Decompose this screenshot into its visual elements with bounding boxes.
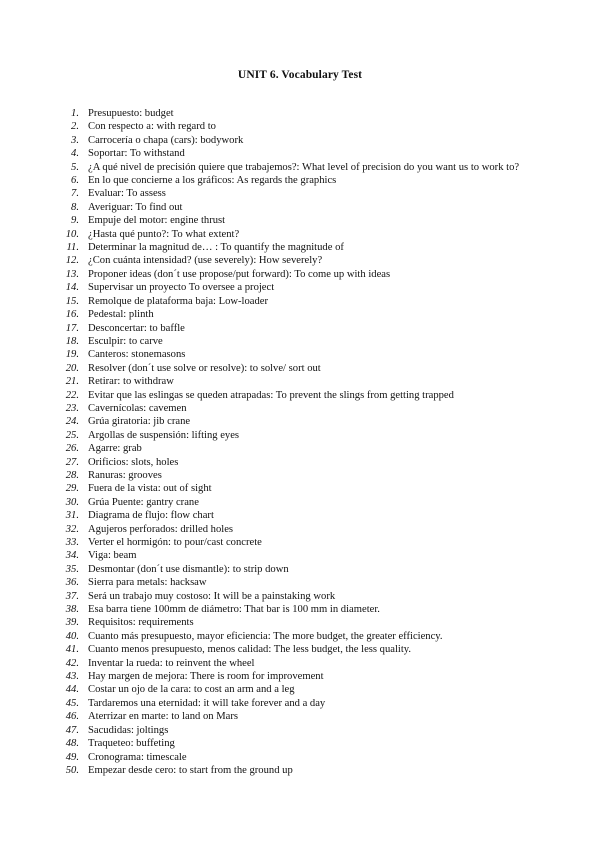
list-item: [60, 322, 530, 335]
item-number: 41.: [65, 644, 79, 656]
item-number: 31.: [65, 510, 79, 522]
item-number: 11.: [66, 242, 79, 254]
item-text: Argollas de suspensión: lifting eyes: [88, 429, 240, 441]
list-item: [60, 549, 530, 562]
item-number: 2.: [71, 121, 79, 133]
item-number: 14.: [65, 282, 79, 294]
item-text: Desmontar (don´t use dismantle): to strip down: [88, 563, 289, 575]
item-number: 46.: [65, 711, 79, 723]
list-item: [60, 563, 530, 576]
list-item: [60, 469, 530, 482]
item-text: Remolque de plataforma baja: Low-loader: [88, 295, 269, 307]
item-number: 9.: [71, 215, 79, 227]
list-item: [60, 254, 530, 267]
list-item: [60, 456, 530, 469]
item-number: 36.: [65, 577, 79, 589]
item-text: Tardaremos una eternidad: it will take forever and a day: [88, 697, 326, 709]
item-number: 26.: [65, 443, 79, 455]
item-text: Resolver (don´t use solve or resolve): to solve/ sort out: [88, 362, 321, 374]
item-number: 39.: [65, 617, 79, 629]
item-number: 19.: [65, 349, 79, 361]
item-text: Aterrizar en marte: to land on Mars: [88, 711, 239, 723]
list-item: [60, 201, 530, 214]
item-text: Empezar desde cero: to start from the ground up: [88, 764, 293, 776]
item-number: 23.: [65, 402, 79, 414]
item-text: Soportar: To withstand: [88, 148, 185, 160]
list-item: [60, 308, 530, 321]
list-item: [60, 281, 530, 294]
list-item: [60, 442, 530, 455]
item-text: ¿Hasta qué punto?: To what extent?: [88, 228, 240, 240]
list-item: [60, 710, 530, 723]
list-item: [60, 174, 530, 187]
list-item: [60, 214, 530, 227]
item-text: Canteros: stonemasons: [88, 349, 186, 361]
item-text: Traqueteo: buffeting: [88, 738, 175, 750]
item-text: Cavernícolas: cavemen: [88, 402, 187, 414]
item-number: 24.: [65, 416, 79, 428]
item-number: 30.: [65, 496, 79, 508]
list-item: [60, 362, 530, 375]
item-number: 42.: [65, 657, 79, 669]
item-number: 32.: [65, 523, 79, 535]
item-number: 22.: [65, 389, 79, 401]
list-item: [60, 120, 530, 133]
item-text: Cuanto menos presupuesto, menos calidad: The less budget, the less quality.: [88, 644, 412, 656]
item-number: 44.: [65, 684, 79, 696]
list-item: [60, 134, 530, 147]
list-item: [60, 389, 530, 402]
item-text: Grúa Puente: gantry crane: [88, 496, 199, 508]
item-number: 40.: [65, 630, 79, 642]
item-number: 6.: [71, 175, 79, 187]
list-item: [60, 268, 530, 281]
list-item: [60, 697, 530, 710]
item-number: 43.: [65, 671, 79, 683]
item-text: Presupuesto: budget: [88, 108, 174, 119]
item-text: Supervisar un proyecto To oversee a project: [88, 282, 275, 294]
item-text: Pedestal: plinth: [88, 309, 154, 321]
item-text: Empuje del motor: engine thrust: [88, 215, 226, 227]
list-item: [60, 228, 530, 241]
item-number: 29.: [65, 483, 79, 495]
list-item: [60, 603, 530, 616]
item-number: 15.: [65, 295, 79, 307]
item-number: 38.: [65, 604, 79, 616]
list-item: [60, 496, 530, 509]
item-text: Esa barra tiene 100mm de diámetro: That bar is 100 mm in diameter.: [88, 604, 380, 616]
item-number: 28.: [65, 469, 79, 481]
list-item: [60, 161, 530, 174]
list-item: [60, 657, 530, 670]
item-text: ¿A qué nivel de precisión quiere que trabajemos?: What level of precision do you want us to work to?: [88, 161, 520, 173]
vocabulary-list: [60, 107, 530, 777]
item-text: Costar un ojo de la cara: to cost an arm and a leg: [88, 684, 295, 696]
item-number: 13.: [65, 268, 79, 280]
item-number: 37.: [65, 590, 79, 602]
item-text: Será un trabajo muy costoso: It will be a painstaking work: [88, 590, 336, 602]
item-text: Evitar que las eslingas se queden atrapadas: To prevent the slings from getting trapped: [88, 389, 454, 401]
list-item: [60, 764, 530, 777]
item-text: Requisitos: requirements: [88, 617, 194, 629]
list-item: [60, 147, 530, 160]
item-number: 33.: [65, 537, 79, 548]
item-number: 18.: [65, 335, 79, 347]
item-text: Inventar la rueda: to reinvent the wheel: [88, 657, 255, 669]
list-item: [60, 509, 530, 522]
list-item: [60, 670, 530, 683]
list-item: [60, 523, 530, 536]
item-number: 20.: [65, 362, 79, 374]
item-text: Orificios: slots, holes: [88, 456, 179, 468]
list-item: [60, 402, 530, 415]
item-text: Cuanto más presupuesto, mayor eficiencia: The more budget, the greater efficiency.: [88, 630, 443, 642]
list-item: [60, 724, 530, 737]
item-text: Agarre: grab: [88, 443, 142, 455]
item-number: 7.: [71, 188, 79, 200]
item-text: Carrocería o chapa (cars): bodywork: [88, 134, 244, 146]
list-item: [60, 536, 530, 549]
item-text: Desconcertar: to baffle: [88, 322, 185, 334]
document-title: UNIT 6. Vocabulary Test: [237, 69, 363, 81]
item-text: En lo que concierne a los gráficos: As regards the graphics: [88, 175, 337, 187]
item-text: Hay margen de mejora: There is room for improvement: [88, 671, 324, 683]
item-text: Ranuras: grooves: [88, 469, 162, 481]
list-item: [60, 107, 530, 120]
item-text: Esculpir: to carve: [88, 335, 163, 347]
item-number: 8.: [71, 201, 79, 213]
item-text: Proponer ideas (don´t use propose/put forward): To come up with ideas: [88, 268, 391, 280]
list-item: [60, 241, 530, 254]
list-item: [60, 295, 530, 308]
item-text: Fuera de la vista: out of sight: [88, 483, 212, 495]
item-number: 45.: [65, 697, 79, 709]
item-number: 34.: [65, 550, 79, 562]
item-text: Diagrama de flujo: flow chart: [88, 510, 214, 522]
item-number: 49.: [65, 751, 79, 763]
list-item: [60, 482, 530, 495]
item-number: 17.: [65, 322, 79, 334]
item-text: Determinar la magnitud de… : To quantify the magnitude of: [88, 242, 344, 254]
item-number: 16.: [65, 309, 79, 321]
list-item: [60, 335, 530, 348]
item-number: 47.: [65, 724, 79, 736]
item-number: 27.: [65, 456, 79, 468]
item-text: ¿Con cuánta intensidad? (use severely): How severely?: [88, 255, 323, 267]
item-number: 48.: [65, 738, 79, 750]
item-number: 25.: [65, 429, 79, 441]
item-number: 3.: [71, 134, 79, 146]
item-text: Con respecto a: with regard to: [88, 121, 216, 133]
list-item: [60, 415, 530, 428]
list-item: [60, 737, 530, 750]
item-number: 5.: [71, 161, 79, 173]
item-text: Averiguar: To find out: [88, 201, 183, 213]
item-number: 21.: [65, 376, 79, 388]
item-text: Sacudidas: joltings: [88, 724, 169, 736]
item-number: 50.: [65, 764, 79, 776]
item-number: 12.: [65, 255, 79, 267]
item-number: 10.: [65, 228, 79, 240]
item-text: Retirar: to withdraw: [88, 376, 174, 388]
item-number: 4.: [71, 148, 79, 160]
item-text: Cronograma: timescale: [88, 751, 187, 763]
item-text: Grúa giratoria: jib crane: [88, 416, 191, 428]
item-number: 1.: [71, 108, 79, 119]
list-item: [60, 616, 530, 629]
list-item: [60, 187, 530, 200]
item-text: Agujeros perforados: drilled holes: [88, 523, 234, 535]
list-item: [60, 630, 530, 643]
item-number: 35.: [65, 563, 79, 575]
list-item: [60, 683, 530, 696]
list-item: [60, 643, 530, 656]
item-text: Evaluar: To assess: [88, 188, 166, 200]
list-item: [60, 375, 530, 388]
item-text: Sierra para metals: hacksaw: [88, 577, 207, 589]
list-item: [60, 429, 530, 442]
list-item: [60, 590, 530, 603]
list-item: [60, 348, 530, 361]
list-item: [60, 576, 530, 589]
item-text: Viga: beam: [88, 550, 137, 562]
list-item: [60, 751, 530, 764]
item-text: Verter el hormigón: to pour/cast concrete: [88, 537, 262, 548]
